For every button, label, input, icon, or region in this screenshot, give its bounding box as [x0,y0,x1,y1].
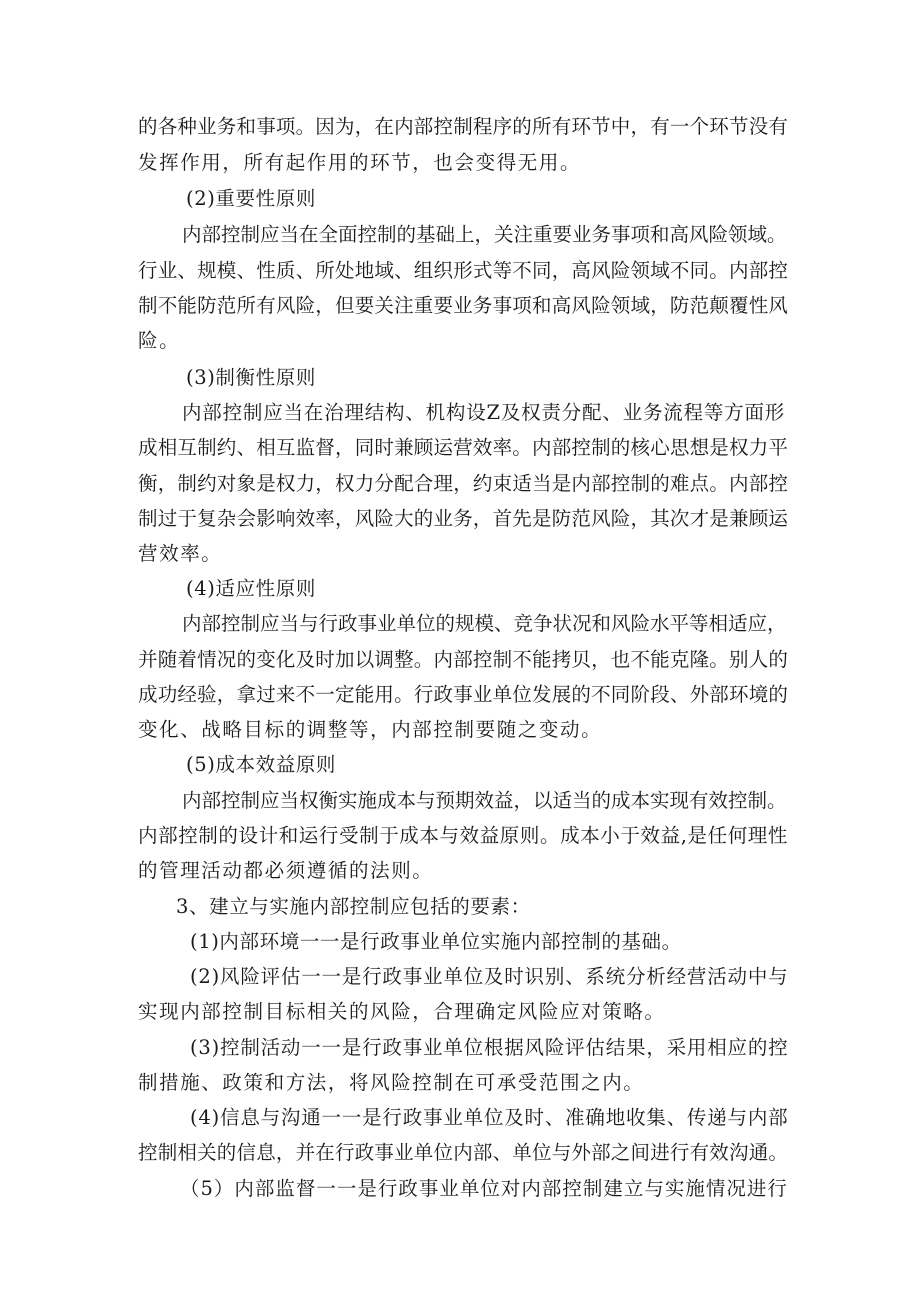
list-item-information-communication: (4)信息与沟通一一是行政事业单位及时、准确地收集、传递与内部 [190,1106,789,1129]
paragraph-line: 实现内部控制目标相关的风险，合理确定风险应对策略。 [138,1000,666,1023]
section-heading-checks-balances: (3)制衡性原则 [186,366,316,389]
paragraph-line: 险。 [138,329,181,352]
paragraph-line: 成功经验，拿过来不一定能用。行政事业单位发展的不同阶段、外部环境的 [138,683,789,706]
paragraph-line: 营效率。 [138,542,223,565]
section-heading-elements: 3、建立与实施内部控制应包括的要素： [176,895,531,918]
section-heading-importance: (2)重要性原则 [186,187,316,210]
list-item-internal-environment: (1)内部环境一一是行政事业单位实施内部控制的基础。 [190,930,682,953]
paragraph-line: 控制相关的信息，并在行政事业单位内部、单位与外部之间进行有效沟通。 [138,1141,789,1164]
paragraph-line: 制过于复杂会影响效率，风险大的业务，首先是防范风险，其次才是兼顾运 [138,507,789,530]
section-heading-adaptability: (4)适应性原则 [186,577,316,600]
paragraph-line: 内部控制应当在全面控制的基础上，关注重要业务事项和高风险领域。 [182,223,787,246]
paragraph-line: 并随着情况的变化及时加以调整。内部控制不能拷贝，也不能克隆。别人的 [138,648,789,671]
paragraph-line: 行业、规模、性质、所处地域、组织形式等不同，高风险领域不同。内部控 [138,259,789,282]
list-item-control-activities: (3)控制活动一一是行政事业单位根据风险评估结果，采用相应的控 [190,1036,789,1059]
paragraph-line: 内部控制应当在治理结构、机构设Z及权责分配、业务流程等方面形 [182,401,786,424]
paragraph-line: 成相互制约、相互监督，同时兼顾运营效率。内部控制的核心思想是权力平 [138,436,789,459]
section-heading-cost-benefit: (5)成本效益原则 [186,753,337,776]
paragraph-line: 内部控制应当与行政事业单位的规模、竞争状况和风险水平等相适应， [182,612,787,635]
paragraph-line: 发挥作用，所有起作用的环节，也会变得无用。 [138,151,582,174]
list-item-internal-supervision: （5）内部监督一一是行政事业单位对内部控制建立与实施情况进行 [180,1177,788,1200]
paragraph-line: 衡，制约对象是权力，权力分配合理，约束适当是内部控制的难点。内部控 [138,472,789,495]
paragraph-line: 变化、战略目标的调整等，内部控制要随之变动。 [138,718,603,741]
paragraph-line: 制措施、政策和方法，将风险控制在可承受范围之内。 [138,1071,645,1094]
list-item-risk-assessment: (2)风险评估一一是行政事业单位及时识别、系统分析经营活动中与 [190,965,789,988]
paragraph-line: 内部控制应当权衡实施成本与预期效益，以适当的成本实现有效控制。 [182,789,787,812]
paragraph-line: 内部控制的设计和运行受制于成本与效益原则。成本小于效益,是任何理性 [138,824,788,847]
paragraph-line: 的各种业务和事项。因为，在内部控制程序的所有环节中，有一个环节没有 [138,115,789,138]
paragraph-line: 制不能防范所有风险，但要关注重要业务事项和高风险领域，防范颠覆性风 [138,294,789,317]
paragraph-line: 的管理活动都必须遵循的法则。 [138,859,434,882]
